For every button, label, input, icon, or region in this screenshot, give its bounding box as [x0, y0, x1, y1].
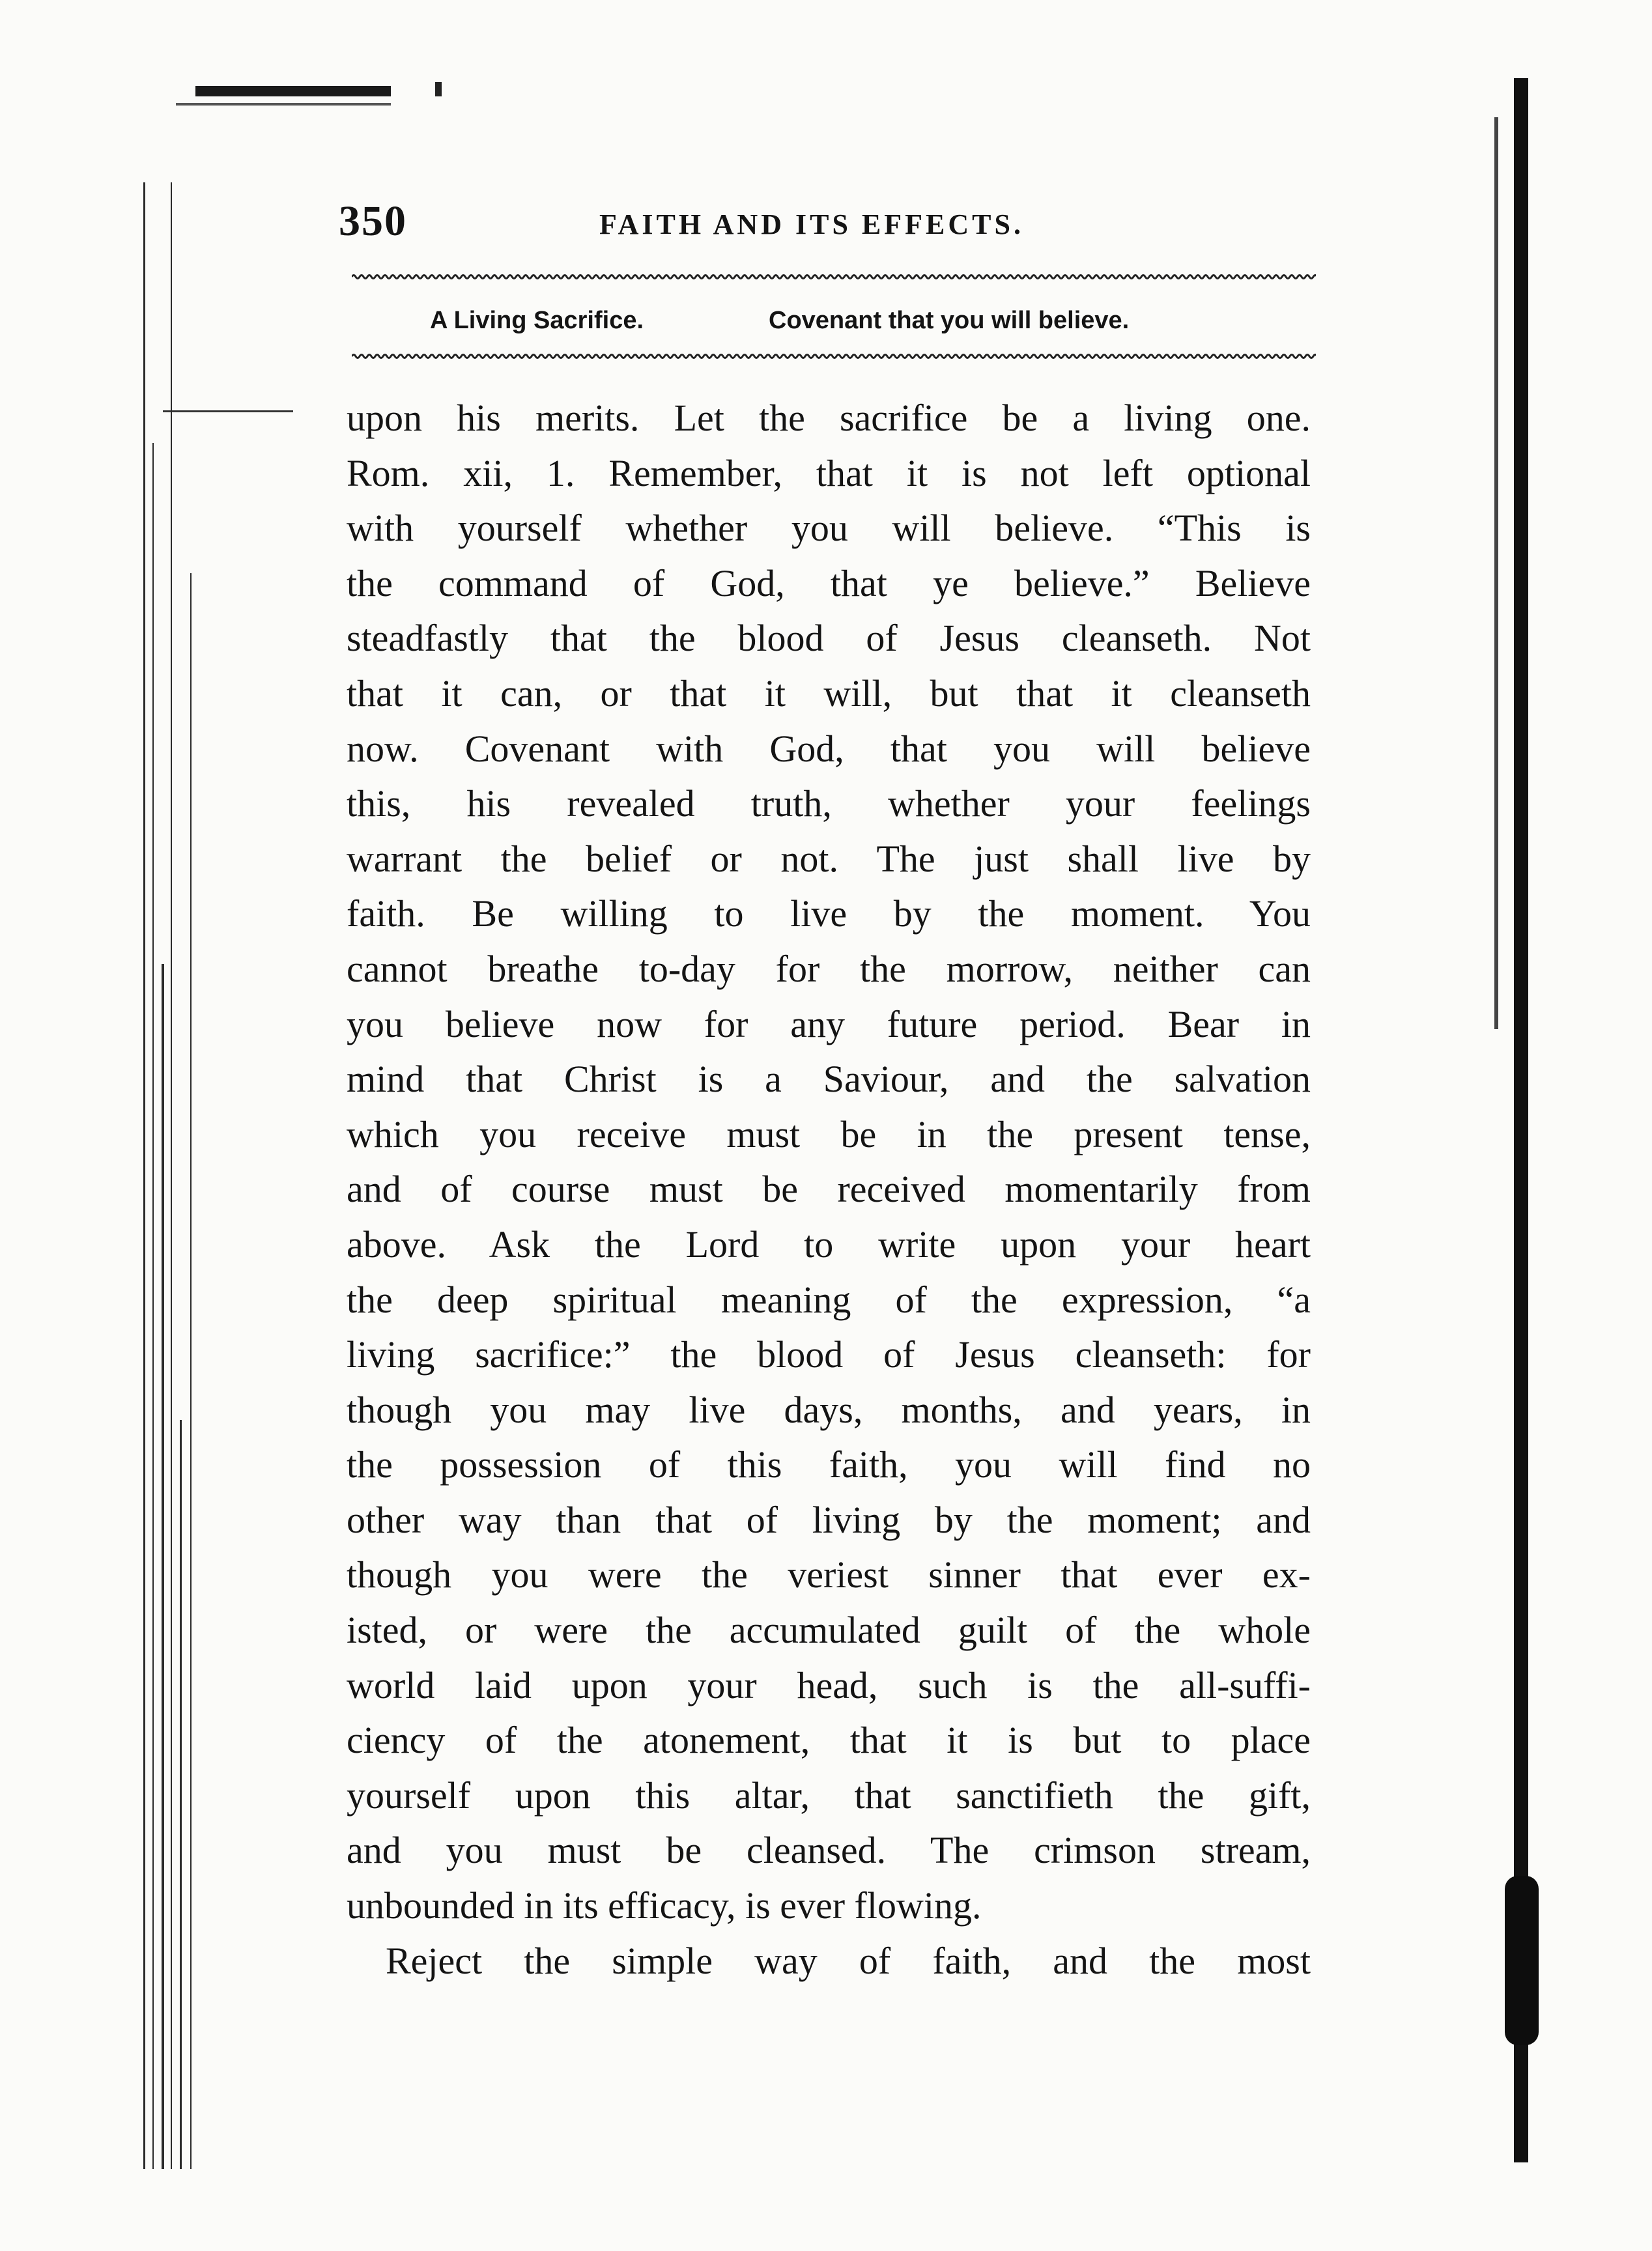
scan-artifact-left-edge — [130, 182, 202, 2169]
subhead-left: A Living Sacrifice. — [430, 307, 644, 334]
text-line: though you may live days, months, and years, in — [347, 1388, 1311, 1431]
decorative-wavy-rule-bottom — [352, 352, 1316, 361]
text-line: though you were the veriest sinner that ever ex- — [347, 1553, 1311, 1596]
text-line: this, his revealed truth, whether your feelings — [347, 782, 1311, 825]
text-line: living sacrifice:” the blood of Jesus cleanseth: for — [347, 1333, 1311, 1376]
section-subhead — [430, 301, 1303, 340]
text-line: the possession of this faith, you will find no — [347, 1443, 1311, 1486]
text-line: ciency of the atonement, that it is but to place — [347, 1719, 1311, 1762]
text-line: which you receive must be in the present tense, — [347, 1112, 1311, 1155]
text-line: mind that Christ is a Saviour, and the salvation — [347, 1058, 1311, 1101]
text-line: isted, or were the accumulated guilt of the whole — [347, 1609, 1311, 1652]
text-line: Rom. xii, 1. Remember, that it is not left optional — [347, 451, 1311, 494]
text-line: steadfastly that the blood of Jesus cleanseth. Not — [347, 617, 1311, 660]
text-line: that it can, or that it will, but that it cleanseth — [347, 672, 1311, 715]
text-line: and you must be cleansed. The crimson stream, — [347, 1829, 1311, 1872]
text-line: you believe now for any future period. Bear in — [347, 1002, 1311, 1045]
decorative-wavy-rule-top — [352, 272, 1316, 281]
subhead-right: Covenant that you will believe. — [769, 307, 1130, 334]
text-line: the deep spiritual meaning of the expression, “a — [347, 1278, 1311, 1321]
scan-artifact-top-rule-thin — [176, 103, 391, 106]
text-line: cannot breathe to-day for the morrow, neither can — [347, 947, 1311, 990]
text-line: yourself upon this altar, that sanctifieth the gift, — [347, 1774, 1311, 1817]
text-line: with yourself whether you will believe. “This is — [347, 507, 1311, 550]
page-number: 350 — [339, 197, 407, 245]
text-line: above. Ask the Lord to write upon your heart — [347, 1223, 1311, 1266]
scan-artifact-top-mark — [435, 82, 442, 96]
text-line: upon his merits. Let the sacrifice be a living one. — [347, 397, 1311, 439]
text-line: world laid upon your head, such is the all-suffi- — [347, 1663, 1311, 1706]
text-line-new-paragraph: Reject the simple way of faith, and the most — [386, 1939, 1311, 1982]
page-header — [339, 195, 1316, 248]
text-line: faith. Be willing to live by the moment. You — [347, 892, 1311, 935]
running-head: FAITH AND ITS EFFECTS. — [599, 208, 1024, 240]
text-line: unbounded in its efficacy, is ever flowing. — [347, 1884, 982, 1927]
text-line: now. Covenant with God, that you will believe — [347, 727, 1311, 770]
text-line: and of course must be received momentarily from — [347, 1168, 1311, 1211]
scan-artifact-top-rule — [195, 86, 391, 96]
scan-artifact-right-binding — [1492, 78, 1550, 2162]
text-line: warrant the belief or not. The just shall live by — [347, 837, 1311, 880]
body-text — [347, 391, 1311, 1989]
text-line: other way than that of living by the moment; and — [347, 1498, 1311, 1541]
text-line: the command of God, that ye believe.” Believe — [347, 561, 1311, 604]
